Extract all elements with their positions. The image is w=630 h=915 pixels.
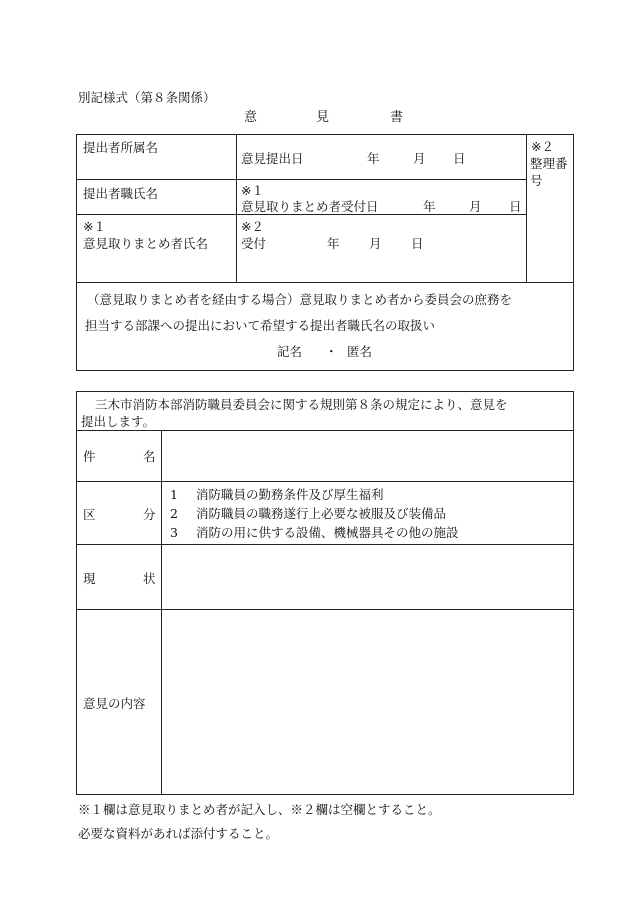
dept-label: 提出者所属名 (83, 140, 159, 155)
title-char-3: 書 (390, 110, 404, 125)
handling-anonymous-option[interactable]: 匿名 (347, 344, 373, 359)
collector-mark-1: ※１ (241, 183, 264, 198)
title-char-2: 見 (316, 110, 330, 125)
category-option-3-num: 3 (170, 525, 178, 540)
status-label-1: 現 (83, 571, 96, 586)
category-options-cell (162, 482, 574, 545)
submit-year: 年 (367, 151, 380, 166)
category-option-1-num: 1 (170, 487, 178, 502)
handling-line-1: （意見取りまとめ者を経由する場合）意見取りまとめ者から委員会の庶務を (87, 292, 513, 307)
status-field[interactable] (162, 545, 574, 610)
collector-name-label: 意見取りまとめ者氏名 (83, 236, 209, 251)
category-label-1: 区 (83, 507, 96, 522)
submitter-info-table (76, 134, 574, 283)
intro-cell (77, 392, 574, 431)
name-label: 提出者職氏名 (83, 186, 159, 201)
category-option-1-text: 消防職員の勤務条件及び厚生福利 (195, 487, 384, 502)
collector-name-label-cell (77, 215, 237, 283)
receipt-label: 受付 (241, 236, 267, 251)
opinion-form-table (76, 391, 574, 795)
category-option-2-num: 2 (170, 506, 178, 521)
name-label-cell (77, 180, 237, 215)
submit-date-label: 意見提出日 (241, 151, 304, 166)
submit-month: 月 (413, 151, 426, 166)
handling-separator: ・ (325, 344, 338, 359)
category-option-1[interactable] (170, 485, 383, 503)
reference-mark-2: ※２ (531, 139, 554, 154)
submit-date-cell[interactable] (237, 135, 527, 180)
submit-day: 日 (453, 151, 466, 166)
reference-number-label-2: 号 (530, 173, 543, 188)
status-label-2: 状 (143, 571, 156, 586)
name-handling-box (76, 279, 574, 371)
category-option-3[interactable] (170, 523, 458, 541)
receipt-mark-2: ※２ (241, 219, 264, 234)
status-label-cell (77, 545, 162, 610)
note-1: ※１欄は意見取りまとめ者が記入し、※２欄は空欄とすること。 (78, 802, 441, 817)
collector-year: 年 (423, 199, 436, 214)
subject-label-1: 件 (83, 449, 96, 464)
subject-label-2: 名 (143, 449, 156, 464)
form-title (200, 106, 440, 126)
intro-line-2: 提出します。 (81, 414, 156, 429)
content-label: 意見の内容 (83, 696, 146, 711)
collector-month: 月 (469, 199, 482, 214)
receipt-month: 月 (369, 236, 382, 251)
category-option-2[interactable] (170, 504, 446, 522)
reference-number-cell[interactable] (527, 135, 574, 283)
category-label-cell (77, 482, 162, 545)
subject-field[interactable] (162, 431, 574, 482)
handling-named-option[interactable]: 記名 (277, 344, 303, 359)
dept-label-cell (77, 135, 237, 180)
category-option-3-text: 消防の用に供する設備、機械器具その他の施設 (195, 525, 459, 540)
collector-day: 日 (509, 199, 522, 214)
form-caption: 別記様式（第８条関係） (78, 90, 216, 105)
note-2: 必要な資料があれば添付すること。 (78, 826, 279, 841)
collector-name-mark: ※１ (83, 219, 106, 234)
receipt-day: 日 (411, 236, 424, 251)
content-field[interactable] (162, 610, 574, 795)
intro-line-1: 三木市消防本部消防職員委員会に関する規則第８条の規定により、意見を (95, 397, 508, 412)
content-label-cell (77, 610, 162, 795)
receipt-year: 年 (327, 236, 340, 251)
title-char-1: 意 (244, 110, 258, 125)
category-option-2-text: 消防職員の職務遂行上必要な被服及び装備品 (195, 506, 446, 521)
receipt-cell[interactable] (237, 215, 527, 283)
category-label-2: 分 (143, 507, 156, 522)
collector-received-label: 意見取りまとめ者受付日 (241, 199, 379, 214)
collector-received-cell[interactable] (237, 180, 527, 215)
reference-number-label: 整理番 (530, 156, 568, 171)
handling-line-2: 担当する部課への提出において希望する提出者職氏名の取扱い (85, 318, 436, 333)
subject-label-cell (77, 431, 162, 482)
